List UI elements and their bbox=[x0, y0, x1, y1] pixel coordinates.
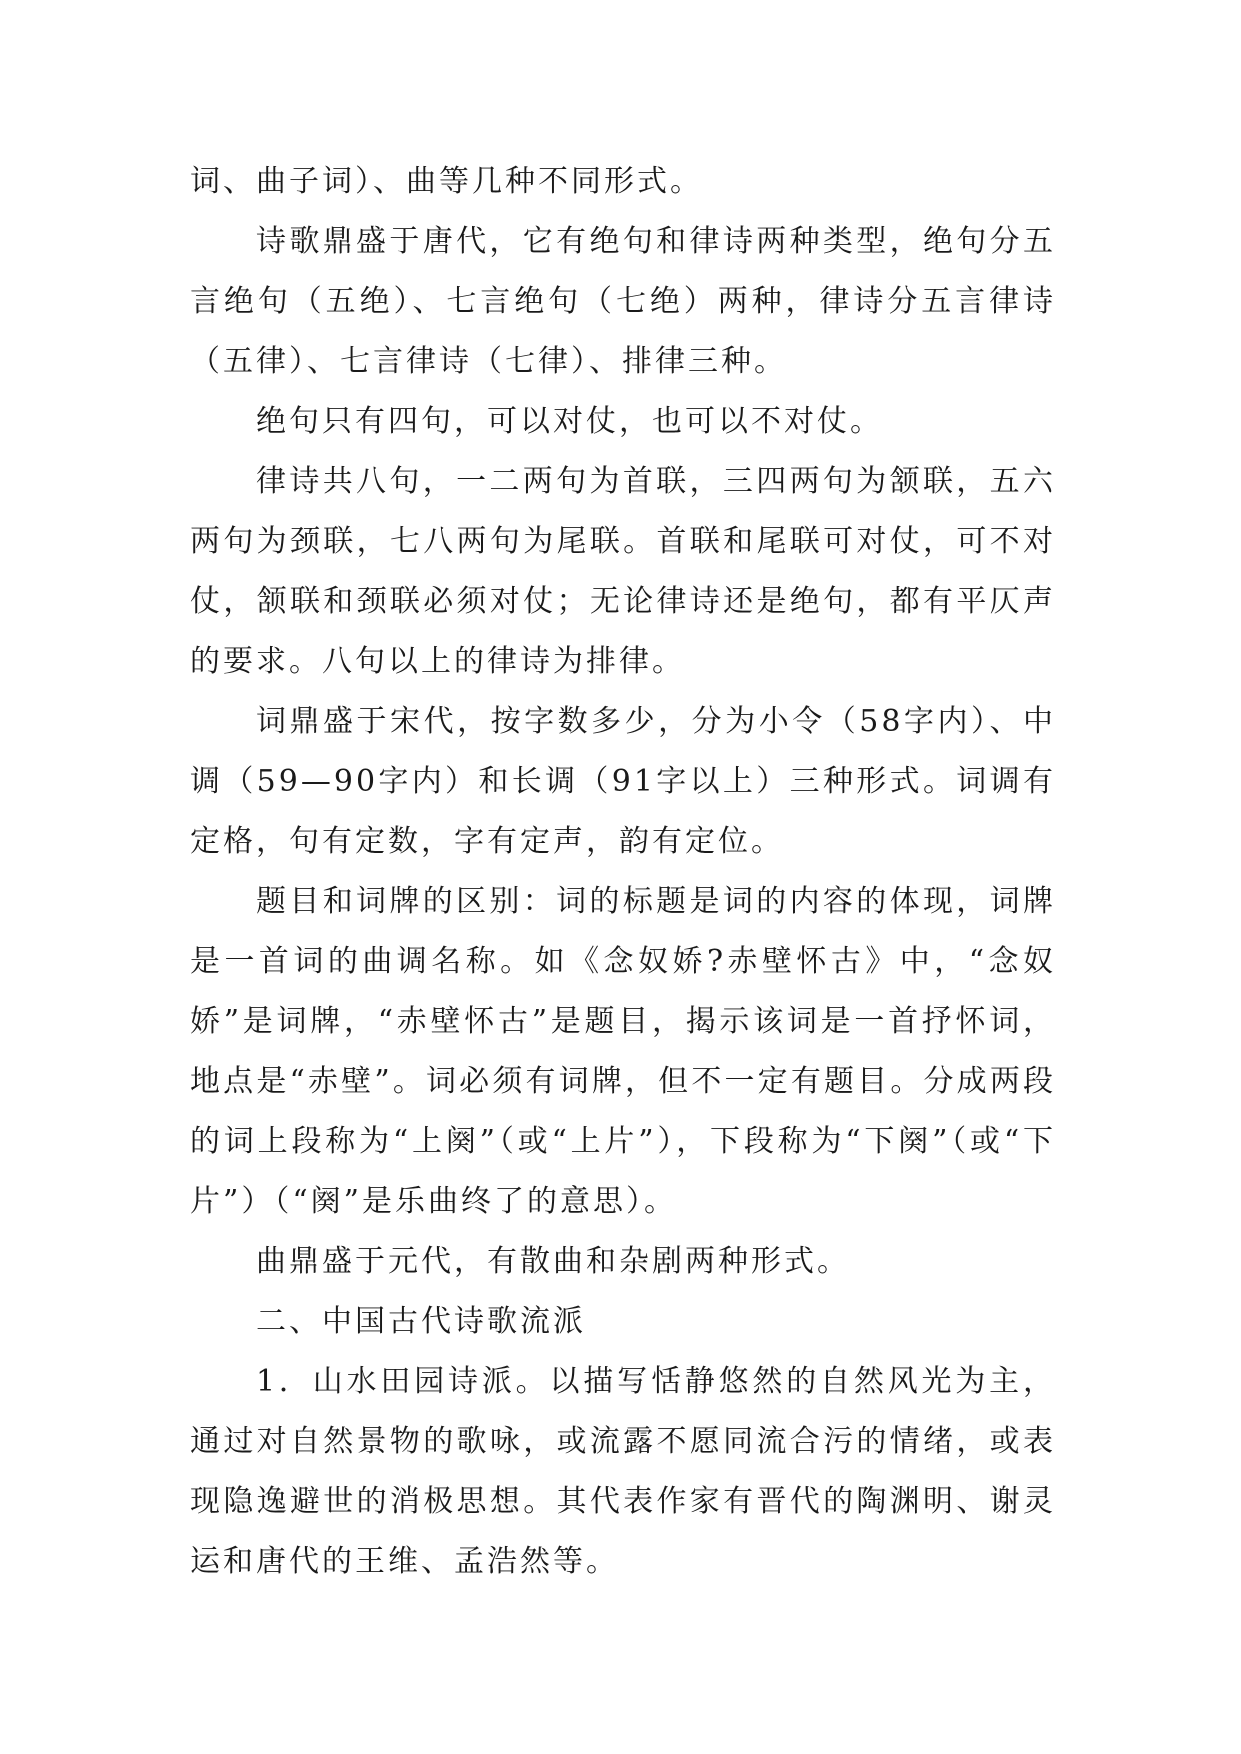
paragraph-1: 词、曲子词）、曲等几种不同形式。 bbox=[190, 164, 703, 199]
section-heading: 二、中国古代诗歌流派 bbox=[256, 1304, 586, 1339]
paragraph-4: 律诗共八句，一二两句为首联，三四两句为颔联，五六两句为颈联，七八两句为尾联。首联和尾联可对仗，可不对仗，颔联和颈联必须对仗；无论律诗还是绝句，都有平仄声的要求。八句以上的律诗为排律。 bbox=[190, 464, 1056, 679]
paragraph-8: 1．山水田园诗派。以描写恬静悠然的自然风光为主，通过对自然景物的歌咏，或流露不愿同流合污的情绪，或表现隐逸避世的消极思想。其代表作家有晋代的陶渊明、谢灵运和唐代的王维、孟浩然等。 bbox=[190, 1364, 1056, 1579]
paragraph-2: 诗歌鼎盛于唐代，它有绝句和律诗两种类型，绝句分五言绝句（五绝）、七言绝句（七绝）两种，律诗分五言律诗（五律）、七言律诗（七律）、排律三种。 bbox=[190, 224, 1056, 379]
paragraph-3: 绝句只有四句，可以对仗，也可以不对仗。 bbox=[256, 404, 883, 439]
paragraph-5: 词鼎盛于宋代，按字数多少，分为小令（58字内）、中调（59—90字内）和长调（91字以上）三种形式。词调有定格，句有定数，字有定声，韵有定位。 bbox=[190, 704, 1056, 859]
body-text bbox=[190, 152, 1056, 1592]
paragraph-7: 曲鼎盛于元代，有散曲和杂剧两种形式。 bbox=[256, 1244, 850, 1279]
paragraph-6: 题目和词牌的区别：词的标题是词的内容的体现，词牌是一首词的曲调名称。如《念奴娇?赤壁怀古》中，“念奴娇”是词牌，“赤壁怀古”是题目，揭示该词是一首抒怀词，地点是“赤壁”。词必须有词牌，但不一定有题目。分成两段的词上段称为“上阕”（或“上片”），下段称为“下阕”（或“下片”）（“阕”是乐曲终了的意思）。 bbox=[190, 884, 1056, 1219]
